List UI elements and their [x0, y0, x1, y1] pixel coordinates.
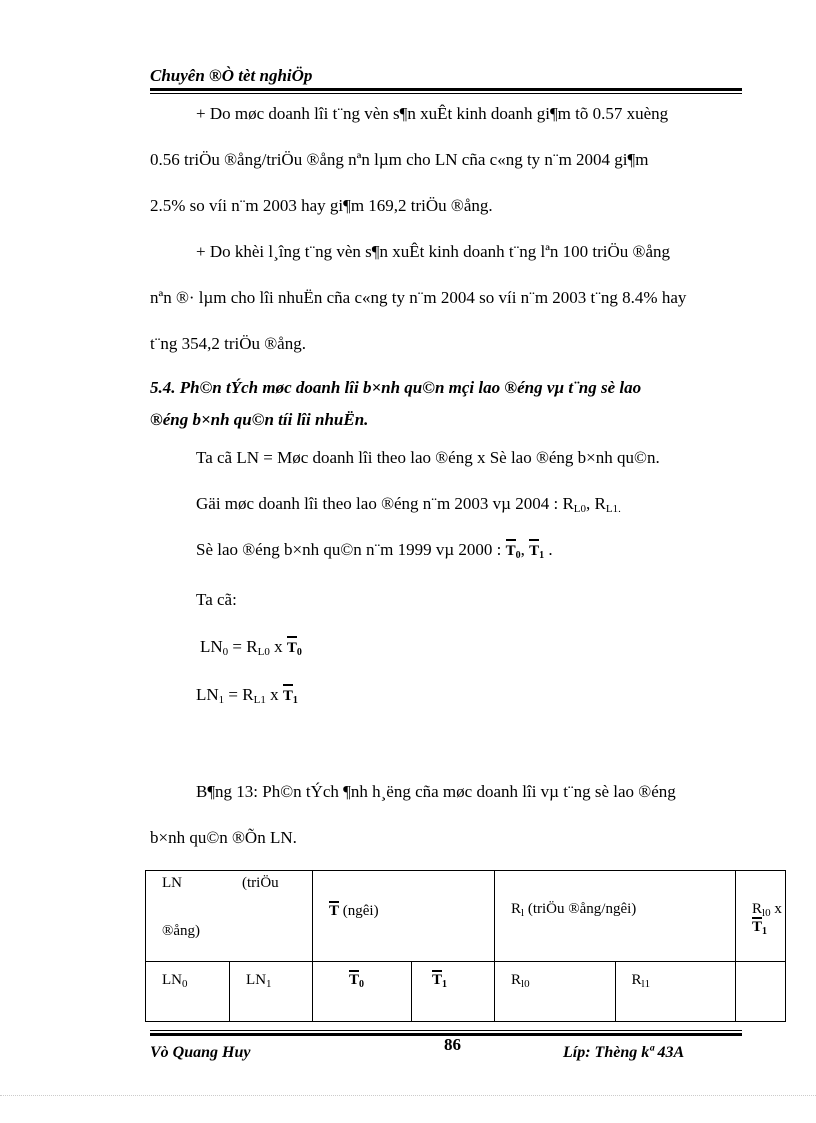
cell-ln0 [146, 962, 230, 1022]
page-bottom-dotted-line [0, 1095, 816, 1096]
r-symbol: R [594, 494, 606, 513]
body-text: Sè lao ®éng b×nh qu©n n¨m 1999 vµ 2000 : [196, 540, 506, 559]
header-rule-thin [150, 93, 742, 94]
cell-text: R [631, 972, 642, 988]
header-rule [150, 88, 742, 91]
separator: , [586, 494, 595, 513]
formula-eq: = R [224, 685, 254, 704]
t-bar-symbol: T [529, 543, 540, 559]
formula-ln: LN [200, 637, 223, 656]
body-line: Ta cã LN = Møc doanh lîi theo lao ®éng x Sè lao ®éng b×nh qu©n. [196, 448, 660, 467]
formula-subscript: 0 [222, 646, 229, 658]
header-cell-product [736, 871, 786, 962]
t-subscript: 1 [762, 926, 768, 937]
footer-rule-thin [150, 1030, 742, 1031]
t-subscript: 1 [539, 550, 545, 561]
formula-subscript: L1 [253, 694, 266, 706]
page-number: 86 [444, 1035, 461, 1054]
header-cell-r [495, 871, 736, 962]
header-prod-x: x [770, 901, 782, 917]
header-ln: LN [162, 875, 182, 891]
header-cell-t [313, 871, 495, 962]
formula-ln: LN [196, 685, 219, 704]
header-t-unit: (ngêi) [339, 903, 379, 919]
formula-x: x [269, 637, 287, 656]
r-subscript: L0 [573, 503, 587, 515]
cell-subscript: l1 [641, 978, 651, 990]
table-caption: B¶ng 13: Ph©n tÝch ¶nh h¸ëng cña møc doanh lîi vµ t¨ng sè lao ®éng [196, 782, 676, 801]
header-prod-r: R [752, 901, 763, 917]
header-r-sub: l [521, 907, 525, 919]
body-line: Ta cã: [196, 590, 237, 609]
formula-subscript: 1 [218, 694, 225, 706]
paragraph-line: 0.56 triÖu ®ång/triÖu ®ång nªn lµm cho LN cña c«ng ty n¨m 2004 gi¶m [150, 150, 649, 169]
t-bar-symbol: T [752, 919, 763, 935]
body-text: . [544, 540, 553, 559]
t-subscript: 0 [296, 647, 302, 658]
r-symbol: R [562, 494, 574, 513]
header-prod-sub: l0 [762, 907, 771, 919]
r-subscript: L1. [605, 503, 621, 515]
t-bar-symbol: T [286, 640, 297, 656]
footer-author: Vò Quang Huy [150, 1044, 251, 1061]
t-bar-symbol: T [505, 543, 516, 559]
cell-text: R [511, 972, 522, 988]
t-subscript: 1 [442, 979, 448, 990]
paragraph-line: 2.5% so víi n¨m 2003 hay gi¶m 169,2 triÖu ®ång. [150, 196, 493, 215]
cell-empty [736, 962, 786, 1022]
formula-eq: = R [228, 637, 258, 656]
paragraph-line: + Do khèi l¸îng t¨ng vèn s¶n xuÊt kinh doanh t¨ng lªn 100 triÖu ®ång [196, 242, 671, 261]
page-header-title: Chuyên ®Ò tèt nghiÖp [150, 66, 313, 85]
cell-subscript: 1 [266, 978, 272, 990]
table-subheader-row [146, 962, 786, 1022]
cell-rl0 [495, 962, 616, 1022]
t-bar-symbol: T [282, 688, 293, 704]
analysis-table [145, 870, 786, 1022]
table-header-row [146, 871, 786, 962]
t-bar-symbol: T [349, 972, 360, 988]
cell-subscript: 0 [182, 978, 188, 990]
table-caption-cont: b×nh qu©n ®Õn LN. [150, 828, 297, 847]
cell-t1 [412, 962, 495, 1022]
paragraph-line: + Do møc doanh lîi t¨ng vèn s¶n xuÊt kinh doanh gi¶m tõ 0.57 xuèng [196, 104, 669, 123]
t-bar-symbol: T [329, 903, 340, 919]
cell-t0 [313, 962, 412, 1022]
paragraph-line: t¨ng 354,2 triÖu ®ång. [150, 334, 306, 353]
body-line-t-definitions: Sè lao ®éng b×nh qu©n n¨m 1999 vµ 2000 : T0, T1 . [196, 540, 553, 561]
header-ln-unit: (triÖu [242, 875, 279, 891]
formula-ln0 [200, 637, 302, 663]
t-subscript: 1 [292, 695, 298, 706]
footer-class: Líp: Thèng kª 43A [563, 1044, 685, 1061]
cell-text: LN [162, 972, 182, 988]
formula-subscript: L0 [257, 646, 270, 658]
header-r: R [511, 901, 522, 917]
t-subscript: 0 [359, 979, 365, 990]
cell-rl1 [615, 962, 736, 1022]
formula-ln1 [196, 685, 298, 711]
header-ln-unit-cont: ®ång) [162, 923, 201, 939]
header-cell-ln [146, 871, 313, 962]
body-text: Gäi møc doanh lîi theo lao ®éng n¨m 2003 vµ 2004 : [196, 494, 563, 513]
body-line-r-definitions [196, 494, 621, 519]
header-r-unit: (triÖu ®ång/ngêi) [524, 901, 637, 917]
t-bar-symbol: T [432, 972, 443, 988]
paragraph-line: nªn ®· lµm cho lîi nhuËn cña c«ng ty n¨m 2004 so víi n¨m 2003 t¨ng 8.4% hay [150, 288, 687, 307]
cell-subscript: l0 [521, 978, 530, 990]
section-heading: 5.4. Ph©n tÝch møc doanh lîi b×nh qu©n mçi lao ®éng vµ t¨ng sè lao [150, 378, 642, 397]
cell-text: LN [246, 972, 267, 988]
formula-x: x [265, 685, 283, 704]
section-heading-cont: ®éng b×nh qu©n tíi lîi nhuËn. [150, 410, 369, 429]
cell-ln1 [230, 962, 313, 1022]
t-subscript: 0 [515, 550, 521, 561]
